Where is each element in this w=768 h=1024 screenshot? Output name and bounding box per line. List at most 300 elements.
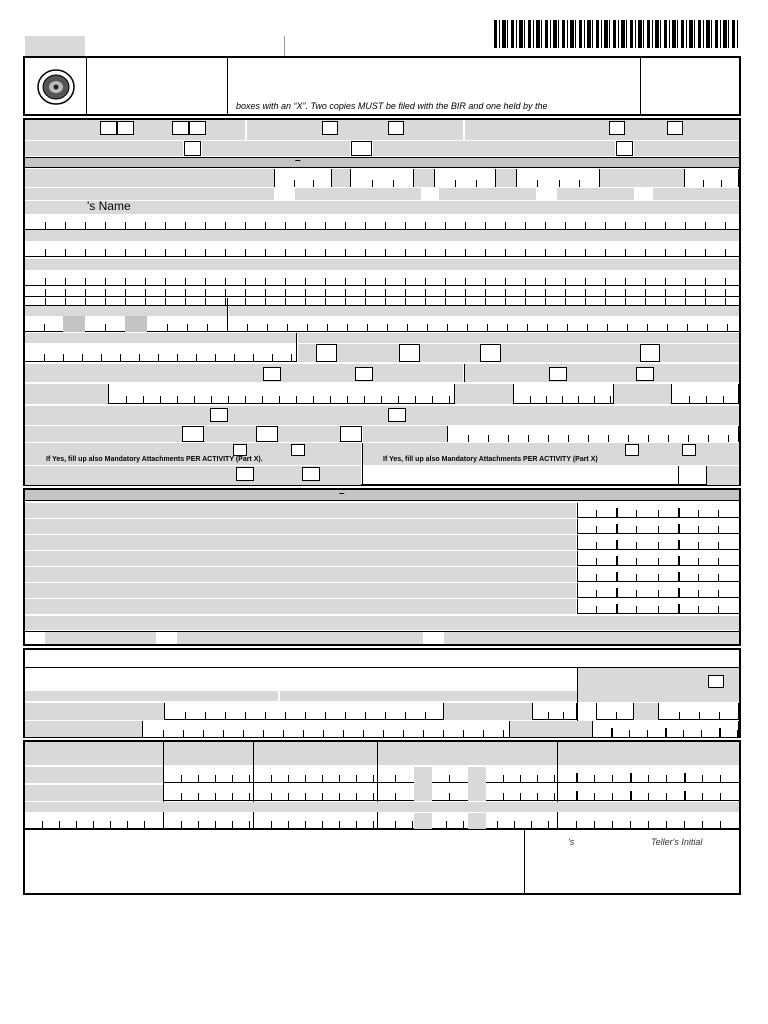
tick-mark bbox=[585, 222, 586, 229]
tick-mark bbox=[405, 249, 406, 256]
tick-mark bbox=[702, 821, 703, 828]
tick-mark bbox=[279, 396, 280, 403]
tick-mark bbox=[387, 324, 388, 331]
tick-mark bbox=[365, 289, 366, 296]
tick-mark bbox=[596, 574, 597, 581]
tick-mark bbox=[648, 793, 649, 800]
checkbox-r406-1[interactable] bbox=[210, 408, 228, 422]
tick-mark bbox=[285, 298, 286, 305]
part4-field-1-1[interactable] bbox=[254, 785, 377, 801]
tick-mark bbox=[127, 821, 128, 828]
tick-mark bbox=[588, 435, 589, 442]
checkbox-r344-3[interactable] bbox=[480, 344, 501, 362]
part3-tick-5[interactable] bbox=[142, 721, 510, 737]
tick-mark bbox=[702, 775, 703, 782]
tick-mark bbox=[445, 289, 446, 296]
tick-mark bbox=[247, 324, 248, 331]
tick-mark bbox=[587, 324, 588, 331]
checkbox-r344-2[interactable] bbox=[399, 344, 420, 362]
tick-mark bbox=[565, 298, 566, 305]
checkbox-r364-2[interactable] bbox=[355, 367, 373, 381]
checkbox-r406-2[interactable] bbox=[388, 408, 406, 422]
tick-mark bbox=[705, 249, 706, 256]
tick-mark bbox=[265, 222, 266, 229]
tick-mark bbox=[425, 289, 426, 296]
tick-mark bbox=[285, 278, 286, 285]
tick-mark bbox=[698, 510, 699, 517]
part3-row3-b bbox=[510, 721, 592, 737]
tick-mark bbox=[425, 249, 426, 256]
tick-mark bbox=[718, 590, 719, 597]
part1-header-bar bbox=[25, 157, 739, 168]
tick-mark bbox=[685, 289, 686, 296]
tick-mark bbox=[105, 278, 106, 285]
tick-mark bbox=[85, 289, 86, 296]
tick-mark bbox=[667, 324, 668, 331]
tick-mark bbox=[165, 278, 166, 285]
tick-mark bbox=[488, 435, 489, 442]
tick-mark bbox=[307, 324, 308, 331]
tick-mark bbox=[520, 793, 521, 800]
row4-sep-1 bbox=[332, 169, 350, 187]
part3-tick-2[interactable] bbox=[532, 703, 577, 720]
checkbox-r443-3[interactable] bbox=[625, 444, 639, 456]
tick-mark bbox=[698, 590, 699, 597]
tick-mark bbox=[345, 289, 346, 296]
part4-field-1-2[interactable] bbox=[378, 785, 414, 801]
tick-row-344[interactable] bbox=[25, 344, 296, 362]
part4-field-2-2[interactable] bbox=[254, 813, 377, 829]
checkbox-r2-1[interactable] bbox=[184, 141, 201, 156]
name-tick-row-4[interactable] bbox=[25, 298, 739, 306]
part3-tick-3[interactable] bbox=[596, 703, 634, 720]
part4-field-0-5[interactable] bbox=[558, 767, 739, 783]
tick-mark bbox=[185, 712, 186, 719]
tick-mark bbox=[385, 289, 386, 296]
tick-mark bbox=[685, 298, 686, 305]
row2-cell-d bbox=[634, 141, 739, 156]
tick-mark bbox=[232, 793, 233, 800]
checkbox-r1-6[interactable] bbox=[388, 121, 404, 135]
tick-mark bbox=[267, 324, 268, 331]
checkbox-r443-1[interactable] bbox=[233, 444, 247, 456]
tick-mark bbox=[585, 289, 586, 296]
checkbox-r443-2[interactable] bbox=[291, 444, 305, 456]
tick-mark bbox=[265, 278, 266, 285]
tick-mark bbox=[503, 793, 504, 800]
tick-mark bbox=[449, 775, 450, 782]
tick-mark bbox=[207, 324, 208, 331]
tick-mark bbox=[373, 775, 374, 782]
tick-mark bbox=[425, 278, 426, 285]
tick-mark bbox=[548, 712, 549, 719]
tick-mark bbox=[483, 730, 484, 737]
tick-mark bbox=[554, 775, 555, 782]
checkbox-r1-3[interactable] bbox=[172, 121, 189, 135]
tick-mark bbox=[245, 712, 246, 719]
checkbox-r443-4[interactable] bbox=[682, 444, 696, 456]
tick-mark bbox=[665, 728, 667, 737]
part2-row-field-0[interactable] bbox=[577, 503, 739, 518]
tick-mark bbox=[185, 278, 186, 285]
part4-field-2-0[interactable] bbox=[25, 813, 163, 829]
tick-mark bbox=[645, 289, 646, 296]
tick-mark bbox=[648, 775, 649, 782]
tick-mark bbox=[271, 775, 272, 782]
tick-mark bbox=[165, 289, 166, 296]
tick-mark bbox=[576, 773, 578, 782]
tick-mark bbox=[339, 793, 340, 800]
tick-mark bbox=[530, 396, 531, 403]
tick-mark bbox=[167, 324, 168, 331]
tick-mark bbox=[305, 821, 306, 828]
tick-mark bbox=[616, 524, 618, 533]
tick-mark bbox=[225, 289, 226, 296]
tick-mark bbox=[608, 435, 609, 442]
tick-mark bbox=[723, 396, 724, 403]
tick-mark bbox=[345, 298, 346, 305]
tick-mark bbox=[594, 793, 595, 800]
tick-mark bbox=[42, 821, 43, 828]
part4-field-1-3[interactable] bbox=[432, 785, 468, 801]
tick-mark bbox=[554, 793, 555, 800]
name-tick-row-5-c[interactable] bbox=[147, 316, 739, 332]
tick-box-384-2[interactable] bbox=[513, 384, 614, 404]
tick-mark bbox=[365, 712, 366, 719]
tick-mark bbox=[45, 249, 46, 256]
part4-line-bottom bbox=[25, 829, 739, 830]
part3-tick-1[interactable] bbox=[164, 703, 444, 720]
part4-header bbox=[25, 742, 739, 765]
checkbox-r426-2[interactable] bbox=[256, 426, 278, 442]
part4-field-0-1[interactable] bbox=[254, 767, 377, 783]
part4-field-0-2[interactable] bbox=[378, 767, 414, 783]
name-tick-row-1[interactable] bbox=[25, 242, 739, 257]
tick-mark bbox=[363, 730, 364, 737]
part2-last-a bbox=[45, 631, 156, 644]
tick-mark bbox=[285, 222, 286, 229]
tick-mark bbox=[425, 298, 426, 305]
dark-cell-1 bbox=[63, 316, 85, 332]
checkbox-r1-1[interactable] bbox=[100, 121, 117, 135]
part2-row-field-5[interactable] bbox=[577, 583, 739, 598]
part4-field-0-3[interactable] bbox=[432, 767, 468, 783]
tick-mark bbox=[668, 435, 669, 442]
tick-mark bbox=[487, 324, 488, 331]
tick-mark bbox=[485, 289, 486, 296]
tick-mark bbox=[205, 222, 206, 229]
tick-mark bbox=[465, 249, 466, 256]
name-tick-row-0[interactable] bbox=[25, 215, 739, 230]
checkbox-r1-8[interactable] bbox=[667, 121, 683, 135]
tick-mark bbox=[345, 222, 346, 229]
tick-mark bbox=[45, 289, 46, 296]
tick-mark bbox=[485, 249, 486, 256]
part2-last-line bbox=[25, 631, 739, 632]
name-tick-row-2[interactable] bbox=[25, 271, 739, 286]
row-466-b bbox=[707, 466, 739, 485]
tick-mark bbox=[576, 791, 578, 800]
checkbox-r1-5[interactable] bbox=[322, 121, 338, 135]
part4-field-1-4[interactable] bbox=[486, 785, 557, 801]
row-384-a bbox=[25, 384, 108, 404]
tick-mark bbox=[101, 354, 102, 361]
tick-mark bbox=[395, 775, 396, 782]
tick-mark bbox=[225, 298, 226, 305]
tick-mark bbox=[666, 821, 667, 828]
tin-box-4[interactable] bbox=[516, 169, 600, 187]
tick-mark bbox=[65, 298, 66, 305]
part4-field-1-0[interactable] bbox=[164, 785, 253, 801]
row-364-b bbox=[465, 364, 739, 382]
top-divider bbox=[284, 36, 285, 56]
tick-mark bbox=[63, 354, 64, 361]
tick-mark bbox=[707, 324, 708, 331]
part3-tick-6[interactable] bbox=[592, 721, 739, 737]
checkbox-r466-1[interactable] bbox=[236, 467, 254, 481]
checkbox-r2-2[interactable] bbox=[351, 141, 372, 156]
tick-mark bbox=[181, 775, 182, 782]
tick-mark bbox=[525, 249, 526, 256]
part2-row-field-3[interactable] bbox=[577, 551, 739, 566]
tick-mark bbox=[701, 730, 702, 737]
tick-mark bbox=[485, 222, 486, 229]
tick-mark bbox=[630, 773, 632, 782]
tick-mark bbox=[144, 821, 145, 828]
tick-mark bbox=[446, 821, 447, 828]
part2-header-bar bbox=[25, 490, 739, 501]
tick-mark bbox=[546, 396, 547, 403]
tick-mark bbox=[245, 249, 246, 256]
name-tick-row-5-a[interactable] bbox=[25, 316, 63, 332]
tick-mark bbox=[547, 324, 548, 331]
tick-mark bbox=[719, 712, 720, 719]
part3-row3-a bbox=[25, 721, 142, 737]
checkbox-r426-3[interactable] bbox=[340, 426, 362, 442]
tick-mark bbox=[253, 354, 254, 361]
tick-mark bbox=[215, 821, 216, 828]
tick-mark bbox=[678, 556, 680, 565]
tick-mark bbox=[163, 730, 164, 737]
checkbox-r1-4[interactable] bbox=[189, 121, 206, 135]
checkbox-r364-4[interactable] bbox=[636, 367, 654, 381]
tick-mark bbox=[125, 249, 126, 256]
tick-mark bbox=[607, 324, 608, 331]
part4-field-0-4[interactable] bbox=[486, 767, 557, 783]
checkbox-r364-3[interactable] bbox=[549, 367, 567, 381]
row-333-a bbox=[25, 333, 297, 343]
tick-mark bbox=[385, 712, 386, 719]
tick-mark bbox=[305, 289, 306, 296]
tick-mark bbox=[249, 775, 250, 782]
tick-mark bbox=[211, 396, 212, 403]
tick-box-384-1[interactable] bbox=[108, 384, 455, 404]
tick-mark bbox=[365, 278, 366, 285]
tick-mark bbox=[325, 712, 326, 719]
checkbox-r2-3[interactable] bbox=[616, 141, 633, 156]
tick-mark bbox=[249, 793, 250, 800]
part2-row-label-5 bbox=[25, 583, 576, 598]
checkbox-r344-1[interactable] bbox=[316, 344, 337, 362]
name-tick-row-3[interactable] bbox=[25, 285, 739, 297]
tick-box-426[interactable] bbox=[447, 426, 739, 442]
tick-mark bbox=[45, 298, 46, 305]
tick-mark bbox=[305, 249, 306, 256]
row5-cell-c bbox=[439, 188, 536, 200]
mandatory-attachment-left: If Yes, fill up also Mandatory Attachments PER ACTIVITY (Part X). bbox=[46, 456, 263, 463]
box-r466-3[interactable] bbox=[678, 466, 707, 485]
tick-mark bbox=[698, 574, 699, 581]
tick-mark bbox=[705, 278, 706, 285]
tick-mark bbox=[339, 821, 340, 828]
government-seal-icon bbox=[36, 68, 76, 106]
part2-row-field-4[interactable] bbox=[577, 567, 739, 582]
tick-mark bbox=[698, 526, 699, 533]
tick-mark bbox=[105, 289, 106, 296]
tin-box-3[interactable] bbox=[434, 169, 496, 187]
tick-mark bbox=[322, 793, 323, 800]
tick-mark bbox=[728, 435, 729, 442]
tick-mark bbox=[605, 289, 606, 296]
tick-mark bbox=[44, 354, 45, 361]
tick-mark bbox=[198, 775, 199, 782]
tick-mark bbox=[265, 298, 266, 305]
part2-last-b bbox=[177, 631, 423, 644]
part3-tick-4[interactable] bbox=[658, 703, 739, 720]
tick-mark bbox=[45, 222, 46, 229]
part2-row-field-2[interactable] bbox=[577, 535, 739, 550]
tick-mark bbox=[185, 249, 186, 256]
tick-mark bbox=[125, 298, 126, 305]
tick-mark bbox=[423, 730, 424, 737]
tick-mark bbox=[405, 222, 406, 229]
tick-mark bbox=[725, 249, 726, 256]
tick-mark bbox=[665, 298, 666, 305]
checkbox-part3[interactable] bbox=[708, 675, 724, 688]
checkbox-r466-2[interactable] bbox=[302, 467, 320, 481]
tick-mark bbox=[605, 298, 606, 305]
mandatory-attachment-right: If Yes, fill up also Mandatory Attachments PER ACTIVITY (Part X) bbox=[383, 456, 598, 463]
tick-mark bbox=[365, 222, 366, 229]
tick-mark bbox=[105, 324, 106, 331]
row-426-c bbox=[278, 426, 340, 442]
tick-mark bbox=[658, 526, 659, 533]
tick-mark bbox=[720, 775, 721, 782]
tick-mark bbox=[685, 249, 686, 256]
tick-mark bbox=[205, 298, 206, 305]
tick-mark bbox=[125, 289, 126, 296]
checkbox-r426-1[interactable] bbox=[182, 426, 204, 442]
tick-mark bbox=[594, 821, 595, 828]
part4-gray-3 bbox=[414, 813, 432, 829]
tick-mark bbox=[612, 821, 613, 828]
tick-mark bbox=[531, 821, 532, 828]
part4-gray-1 bbox=[414, 767, 432, 801]
part4-gray-4 bbox=[468, 813, 486, 829]
tick-mark bbox=[145, 222, 146, 229]
row-344-e bbox=[660, 344, 739, 362]
row-426-d bbox=[363, 426, 447, 442]
tick-box-384-3[interactable] bbox=[671, 384, 739, 404]
tick-mark bbox=[467, 324, 468, 331]
tin-box-2[interactable] bbox=[350, 169, 414, 187]
tin-box-1[interactable] bbox=[274, 169, 332, 187]
tick-mark bbox=[616, 508, 618, 517]
tick-mark bbox=[565, 222, 566, 229]
tick-mark bbox=[443, 730, 444, 737]
checkbox-r344-4[interactable] bbox=[640, 344, 660, 362]
tick-mark bbox=[678, 540, 680, 549]
tick-mark bbox=[725, 222, 726, 229]
part3-row2-b bbox=[444, 703, 532, 720]
tick-mark bbox=[225, 249, 226, 256]
tick-mark bbox=[685, 222, 686, 229]
tick-mark bbox=[594, 775, 595, 782]
teller-initial-label: Teller's Initial bbox=[651, 837, 703, 847]
tick-mark bbox=[708, 435, 709, 442]
gray-band-2 bbox=[25, 259, 739, 270]
part4-field-2-1[interactable] bbox=[164, 813, 253, 829]
tick-mark bbox=[345, 712, 346, 719]
tick-mark bbox=[685, 278, 686, 285]
tick-mark bbox=[497, 821, 498, 828]
checkbox-r364-1[interactable] bbox=[263, 367, 281, 381]
tick-mark bbox=[407, 324, 408, 331]
row1-cell-a bbox=[25, 120, 245, 140]
tick-mark bbox=[658, 574, 659, 581]
tick-mark bbox=[287, 324, 288, 331]
tick-mark bbox=[706, 396, 707, 403]
tick-mark bbox=[636, 510, 637, 517]
tick-mark bbox=[325, 298, 326, 305]
tick-mark bbox=[505, 249, 506, 256]
tick-mark bbox=[139, 354, 140, 361]
checkbox-r1-7[interactable] bbox=[609, 121, 625, 135]
checkbox-r1-2[interactable] bbox=[117, 121, 134, 135]
tick-mark bbox=[225, 278, 226, 285]
tick-mark bbox=[647, 730, 648, 737]
tick-mark bbox=[165, 298, 166, 305]
vline-297 bbox=[296, 333, 297, 362]
tick-mark bbox=[271, 821, 272, 828]
part2-row-field-6[interactable] bbox=[577, 599, 739, 614]
name-tick-row-5-b[interactable] bbox=[85, 316, 125, 332]
part2-row-label-6 bbox=[25, 599, 576, 614]
tick-mark bbox=[262, 396, 263, 403]
vline-464 bbox=[464, 364, 465, 382]
tick-mark bbox=[265, 712, 266, 719]
part4-field-1-5[interactable] bbox=[558, 785, 739, 801]
rdo-code-box[interactable] bbox=[684, 169, 739, 187]
part2-row-field-1[interactable] bbox=[577, 519, 739, 534]
tick-mark bbox=[93, 821, 94, 828]
tick-mark bbox=[699, 712, 700, 719]
tick-mark bbox=[145, 249, 146, 256]
part4-field-0-0[interactable] bbox=[164, 767, 253, 783]
taxpayer-name-header bbox=[25, 201, 739, 214]
tick-mark bbox=[465, 298, 466, 305]
tick-mark bbox=[145, 289, 146, 296]
tick-mark bbox=[678, 572, 680, 581]
tick-mark bbox=[616, 604, 618, 613]
tick-mark bbox=[508, 435, 509, 442]
tick-mark bbox=[105, 222, 106, 229]
tick-mark bbox=[567, 324, 568, 331]
tick-mark bbox=[658, 558, 659, 565]
part4-field-2-4[interactable] bbox=[558, 813, 739, 829]
tick-mark bbox=[666, 793, 667, 800]
tick-mark bbox=[398, 396, 399, 403]
